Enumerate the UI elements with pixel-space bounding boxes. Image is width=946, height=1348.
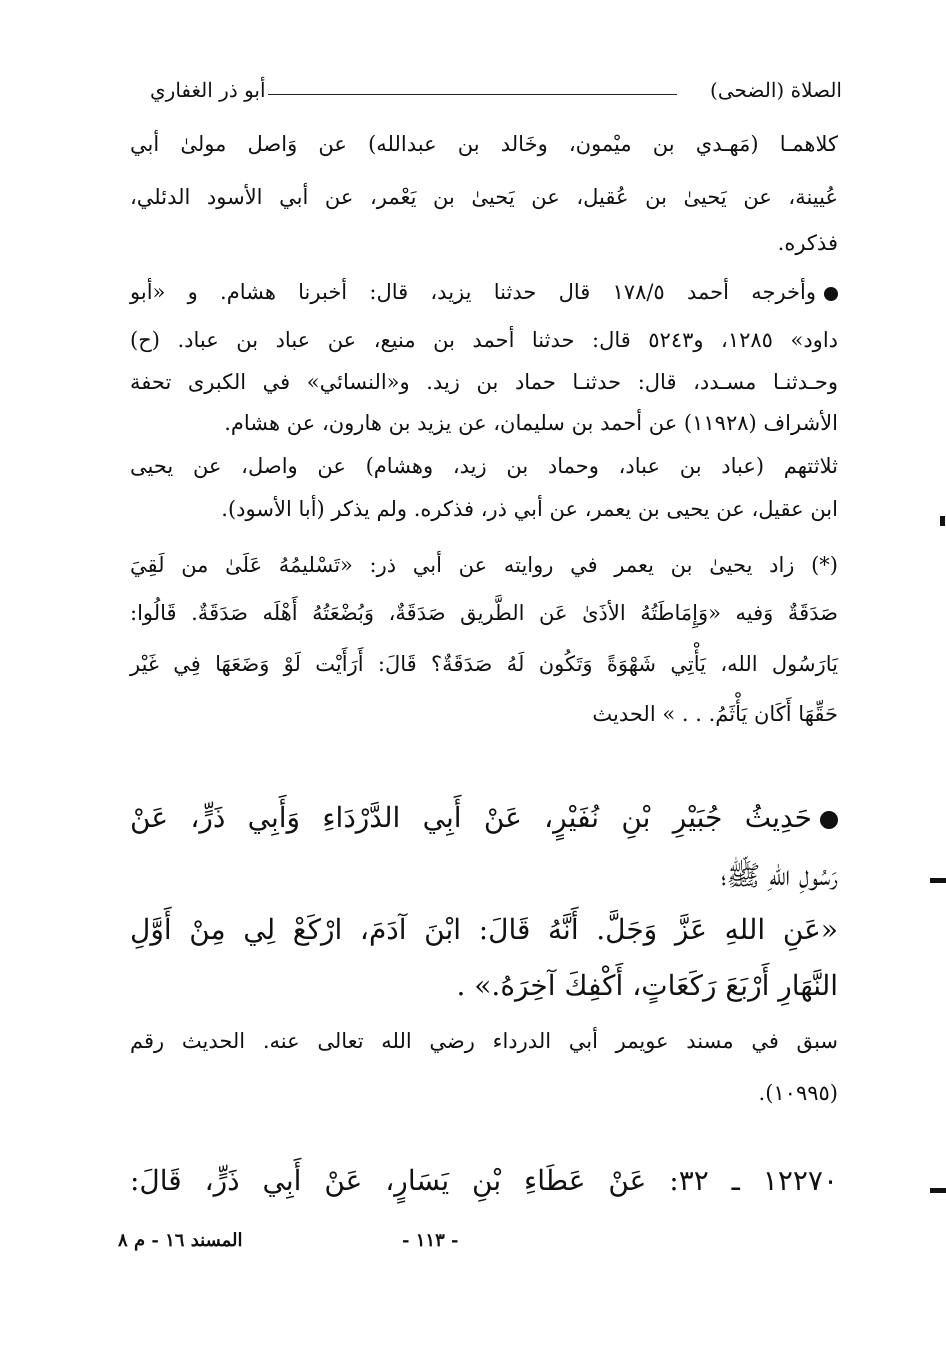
bullet-icon [820, 811, 838, 829]
margin-mark [940, 516, 945, 526]
footnote-line: يَارَسُول الله، يَأْتِي شَهْوَةً وَتَكُون لَهُ صَدَقَةٌ؟ قَالَ: أَرَأَيْت لَوْ وَضَعَهَا فِي غَيْر [130, 652, 838, 676]
text-line-bulleted [130, 282, 838, 303]
text-line: كلاهمـا (مَهـدي بن ميْمون، وخَالد بن عبدالله) عن وَاصل مولىٰ أبي [130, 132, 838, 156]
bullet-icon [824, 287, 838, 301]
header-section-title: الصلاة (الضحى) [710, 78, 842, 102]
text-line: ثلاثتهم (عباد بن عباد، وحماد بن زيد، وهشام) عن واصل، عن يحيى [130, 454, 838, 478]
text-line: ابن عقيل، عن يحيى بن يعمر، عن أبي ذر، فذكره. ولم يذكر (أبا الأسود). [221, 497, 838, 521]
footnote-line: (*) زاد يحيىٰ بن يعمر في روايته عن أبي ذر: «تَسْليمُهُ عَلَىٰ من لَقِيَ [130, 553, 838, 577]
text-line: الأشراف (١١٩٢٨) عن أحمد بن سليمان، عن يزيد بن هارون، عن هشام. [224, 411, 838, 435]
text-line: (١٠٩٩٥). [758, 1081, 838, 1105]
hadith-heading-text: حَدِيثُ جُبَيْرِ بْنِ نُفَيْرٍ، عَنْ أَبِي الدَّرْدَاءِ وَأَبِي ذَرٍّ، عَنْ [130, 801, 812, 834]
hadith-text-line: النَّهَارِ أَرْبَعَ رَكَعَاتٍ، أَكْفِكَ آخِرَهُ.» . [456, 969, 838, 1002]
text-line: سبق في مسند عويمر أبي الدرداء رضي الله تعالى عنه. الحديث رقم [130, 1029, 838, 1053]
signature-mark: المسند ١٦ - م ٨ [118, 1230, 243, 1251]
hadith-text-line: رَسُولِ اللهِ ﷺ؛ [720, 859, 838, 892]
text-line: فذكره. [777, 231, 838, 255]
header-rule [268, 94, 677, 95]
margin-mark [930, 1188, 946, 1193]
text-line: داود» ١٢٨٥، و٥٢٤٣ قال: حدثنا أحمد بن منيع، عن عباد بن عباد. (ح) [130, 328, 838, 352]
text-line: عُيينة، عن يَحيىٰ بن عُقيل، عن يَحيىٰ بن يَعْمر، عن أبي الأسود الدئلي، [130, 185, 838, 209]
running-header [150, 78, 842, 108]
footnote-line: صَدَقَةٌ وَفيه «وَإِمَاطَتُهُ الأذَىٰ عَن الطَّريق صَدَقَةٌ، وَبُضْعَتُهُ أَهْلَه صَدَقَةٌ. قَالُوا: [130, 601, 838, 625]
text-line: وحـدثنـا مسـدد، قال: حدثنـا حماد بن زيد. و«النسائي» في الكبرى تحفة [130, 370, 838, 394]
hadith-number-line: ١٢٢٧٠ ـ ٣٢: عَنْ عَطَاءِ بْنِ يَسَارٍ، عَنْ أَبِي ذَرٍّ، قَالَ: [130, 1164, 838, 1197]
page-number: - ١١٣ - [402, 1230, 459, 1251]
margin-mark [930, 878, 946, 883]
hadith-heading [130, 801, 838, 834]
text-line-body: وأخرجه أحمد ١٧٨/٥ قال حدثنا يزيد، قال: أخبرنا هشام. و «أبو [130, 280, 816, 304]
footnote-line: حَقِّهَا أَكَان يَأْثَمُ. . . » الحديث [592, 702, 838, 726]
hadith-text-line: «عَنِ اللهِ عَزَّ وَجَلَّ. أَنَّهُ قَالَ: ابْنَ آدَمَ، ارْكَعْ لِي مِنْ أَوَّلِ [130, 913, 838, 946]
header-companion-name: أبو ذر الغفاري [150, 78, 266, 102]
